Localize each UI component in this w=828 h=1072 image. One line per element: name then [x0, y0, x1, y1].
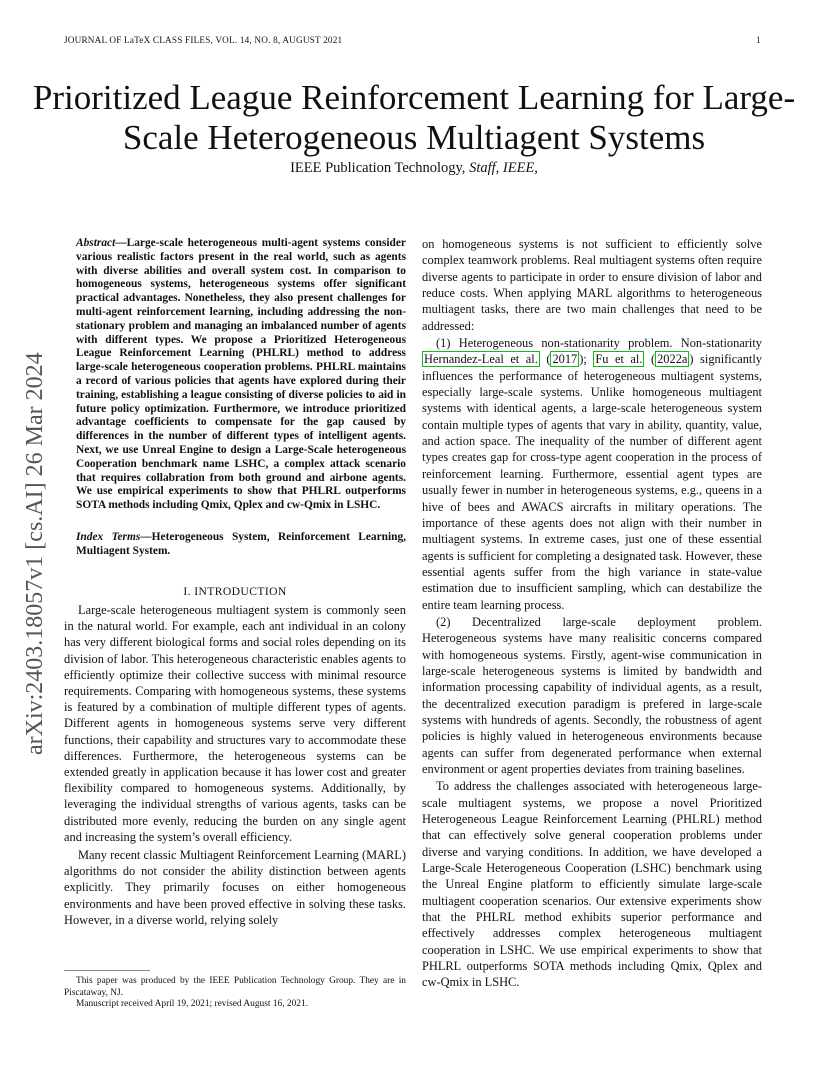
paragraph-text: significantly influences the performance of heterogeneous multiagent systems, especially large-scale systems. Unlike homogeneous multiagent systems with identical agents, a large-scale heterogeneous system contain multiple types of agents that vary in ability, quantity, value, and action space. The inequality of the number of different agent types creates gap for cross-type agent cooperation in the process of reinforcement learning. Furthermore, essential agent types are usually fewer in number in heterogeneous systems, e.g., queens in a hive of bees and AWACS aircrafts in military operations. The importance of these agents does not align with their number in multiagent systems. In extreme cases, just one of these essential agents is sufficient for completing a designated task. However, these essential agents suffer from the high variance in state-value estimation due to insufficient sampling, which can destabilize the entire team learning process.: [422, 352, 762, 612]
arxiv-identifier: arXiv:2403.18057v1 [cs.AI] 26 Mar 2024: [22, 352, 48, 755]
section-heading: I. INTRODUCTION: [183, 585, 287, 598]
index-terms: [76, 531, 406, 559]
paragraph: on homogeneous systems is not sufficient to efficiently solve complex teamwork problems. Real multiagent systems often require diverse agents to participate in order to ensure division of labor and reduce costs. When applying MARL algorithms to heterogeneous multiagent tasks, there are two main challenges that need to be addressed:: [422, 237, 762, 333]
left-column-body: [64, 602, 406, 928]
paragraph: Large-scale heterogeneous multiagent system is commonly seen in the natural world. For example, each ant individual in an colony has very different biological forms and social roles depending on its division of labor. This heterogeneous characteristic enables agents to efficiently optimize their collective success with minimal resource requirements. Comparing with homogeneous systems, these systems is featured by a combination of multiple different types of agents. Different agents in homogeneous systems serve very different functions, their capability and structures vary to accommodate these differences. Furthermore, the heterogeneous systems can be extended greatly in application because it has lower cost and greater flexibility compared to homogeneous systems. Additionally, by leveraging the individual strengths of various agents, tasks can be distributed more evenly, reducing the burden on any single agent and increasing the system’s overall efficiency.: [64, 603, 406, 844]
paragraph: Many recent classic Multiagent Reinforcement Learning (MARL) algorithms do not consider the ability distinction between agents explicitly. They primarily focuses on either homogeneous environments and have been proved effective in solving these tasks. However, in a diverse world, relying solely: [64, 848, 406, 927]
paragraph: To address the challenges associated with heterogeneous large-scale multiagent systems, we propose a novel Prioritized Heterogeneous League Reinforcement Learning (PHLRL) method that can effectively solve general cooperation problems under diverse and varying conditions. In addition, we have developed a Large-Scale Heterogeneous Cooperation (LSHC) benchmark using the Unreal Engine platform to efficiently simulate large-scale multiagent cooperation scenarios. Our extensive experiments show that the PHLRL method exhibits superior performance and effectively addresses complex heterogeneous multiagent cooperation in LSHC. We use empirical experiments to show that PHLRL outperforms SOTA methods including Qmix, Qplex and cw-Qmix in LSHC.: [422, 779, 762, 990]
paper-title: Prioritized League Reinforcement Learning for Large-Scale Heterogeneous Multiagent Systems: [32, 78, 796, 157]
index-terms-label: Index Terms: [76, 531, 141, 543]
citation-link[interactable]: Hernandez-Leal et al.: [424, 352, 538, 367]
footnote: This paper was produced by the IEEE Publication Technology Group. They are in Piscataway, NJ.: [64, 976, 406, 998]
author-role: Staff, IEEE,: [469, 160, 538, 176]
index-terms-text: —Heterogeneous System, Reinforcement Learning, Multiagent System.: [76, 531, 406, 557]
citation-link[interactable]: 2017: [552, 352, 578, 367]
footnote-divider: [64, 970, 150, 971]
footnotes: [64, 976, 406, 1011]
author-name: IEEE Publication Technology,: [290, 160, 466, 176]
citation-link[interactable]: 2022a: [657, 352, 688, 367]
page-number: 1: [756, 35, 761, 45]
paragraph-text: (1) Heterogeneous non-stationarity problem. Non-stationarity: [436, 336, 762, 351]
author-line: [0, 160, 828, 177]
footnote: Manuscript received April 19, 2021; revised August 16, 2021.: [76, 999, 308, 1010]
running-header: JOURNAL OF LaTeX CLASS FILES, VOL. 14, NO. 8, AUGUST 2021: [64, 35, 343, 45]
paragraph: (1) Heterogeneous non-stationarity problem. Non-stationarity Hernandez-Leal et al. ( 2017 ); Fu et al. ( 2022a ) significantly influences the performance of heterogeneous multiagent systems, especially large-scale systems. Unlike homogeneous multiagent systems with identical agents, a large-scale heterogeneous system contain multiple types of agents that vary in ability, quantity, value, and action space. The inequality of the number of different agent types creates gap for cross-type agent cooperation in the process of reinforcement learning. Furthermore, essential agent types are usually fewer in number in heterogeneous systems, e.g., queens in a hive of bees and AWACS aircrafts in military operations. The importance of these agents does not align with their number in multiagent systems. In extreme cases, just one of these essential agents is sufficient for completing a designated task. However, these essential agents suffer from the high variance in state-value estimation due to insufficient sampling, which can destabilize the entire team learning process.: [422, 336, 762, 612]
citation-link[interactable]: Fu et al.: [595, 352, 643, 367]
abstract-label: Abstract: [76, 237, 116, 249]
abstract-text: —Large-scale heterogeneous multi-agent systems consider various realistic factors present in the real world, such as agents with diverse abilities and overall system cost. In comparison to homogeneous systems, heterogeneous systems offer significant practical advantages. Nonetheless, they also present challenges for multi-agent reinforcement learning, including addressing the non-stationary problem and managing an imbalanced number of agents with different types. We propose a Prioritized Heterogeneous League Reinforcement Learning (PHLRL) method to address large-scale heterogeneous cooperation problems. PHLRL maintains a record of various policies that agents have explored during their training, establishing a league consisting of diverse policies to aid in future policy optimization. Furthermore, we introduce prioritized advantage coefficients to compensate for the gap caused by differences in the number of different types of intelligent agents. Next, we use Unreal Engine to design a Large-Scale heterogeneous Cooperation benchmark name LSHC, a complex attack scenario that requires collabration from both ground and airbone agents. We use empirical experiments to show that PHLRL outperforms SOTA methods including Qmix, Qplex and cw-Qmix in LSHC.: [76, 237, 406, 512]
abstract: [76, 237, 406, 513]
right-column-body: [422, 236, 762, 991]
paragraph: (2) Decentralized large-scale deployment problem. Heterogeneous systems have many realisitic concerns compared with homogeneous systems. Firstly, agent-wise communication in large-scale heterogeneous systems is limited by bandwidth and information processing capability of individual agents, as a result, the decentralized execution paradigm is prefered in large-scale systems with hundreds of agents. Secondly, the robustness of agent policies is highly valued in heterogeneous environments because agents can suffer from degenerated performance when external environment or agent properties deviates from training baselines.: [422, 614, 762, 776]
